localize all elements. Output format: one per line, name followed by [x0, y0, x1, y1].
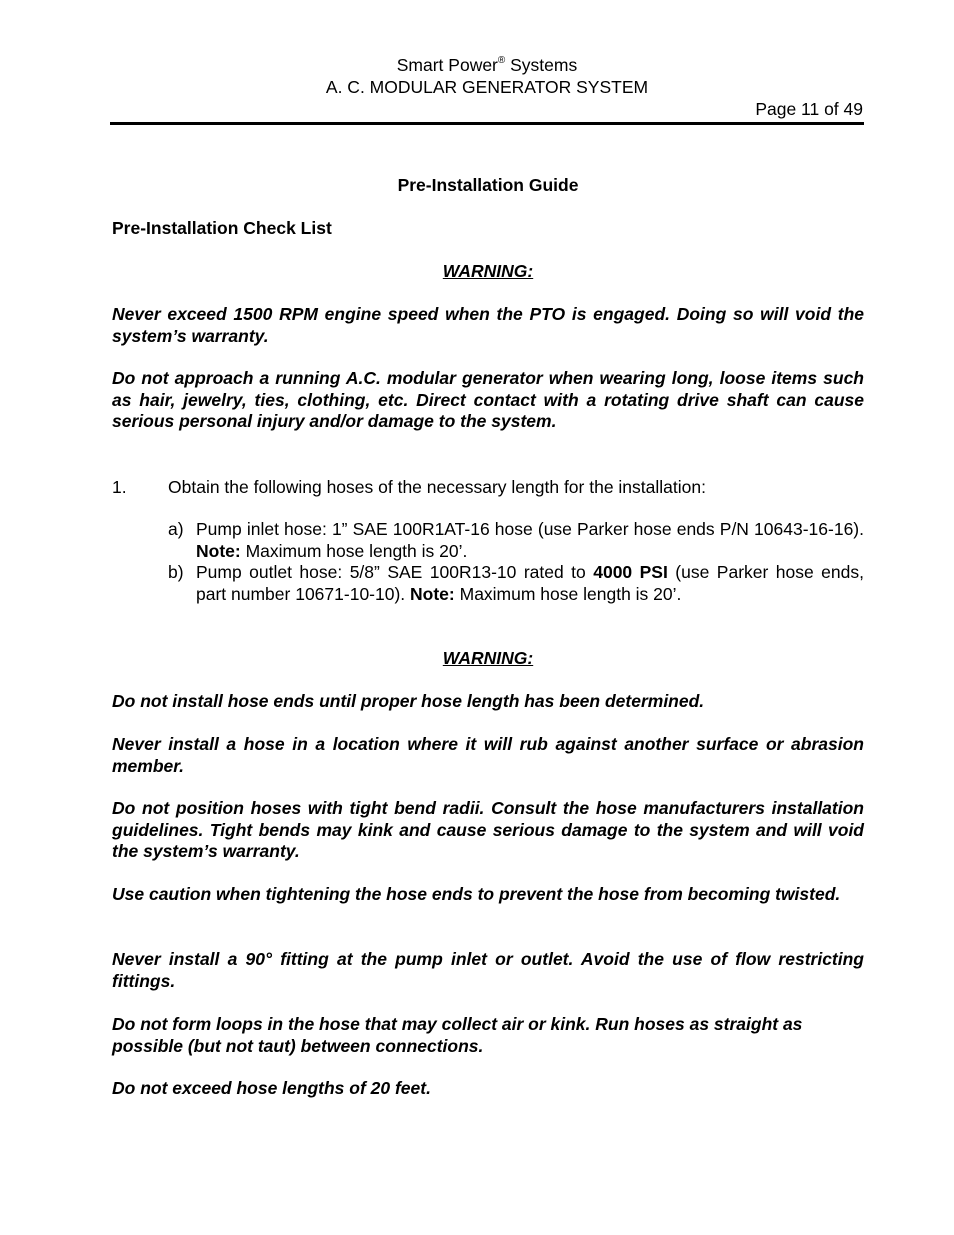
warning-paragraph: Do not form loops in the hose that may collect air or kink. Run hoses as straight as possible (but not taut) between connections. [112, 1014, 803, 1056]
checklist-title: Pre-Installation Check List [112, 218, 332, 238]
warning-paragraph: Do not install hose ends until proper hose length has been determined. [112, 691, 705, 711]
warning-paragraph: Use caution when tightening the hose ends to prevent the hose from becoming twisted. [112, 884, 841, 904]
brand-suffix: Systems [505, 55, 578, 75]
warning-title [112, 648, 864, 670]
item-text-part: Maximum hose length is 20’. [454, 583, 682, 604]
warning-paragraph: Never install a 90° fitting at the pump inlet or outlet. Avoid the use of flow restricting fittings. [112, 949, 864, 991]
page-header [0, 55, 954, 119]
item-text-part: Pump outlet hose: 5/8” SAE 100R13-10 rated to [196, 562, 594, 582]
warning-paragraph: Never exceed 1500 RPM engine speed when the PTO is engaged. Doing so will void the system’s warranty. [112, 304, 864, 346]
item-text [196, 562, 864, 605]
warning-title [112, 261, 864, 283]
warning-paragraph: Do not position hoses with tight bend radii. Consult the hose manufacturers installation guidelines. Tight bends may kink and cause serious damage to the system and will void the system’s warranty. [112, 798, 864, 862]
item-text-part: Pump inlet hose: 1” SAE 100R1AT-16 hose (use Parker hose ends P/N 10643-16-16). [196, 519, 864, 539]
item-text-part: (use Parker hose ends, part number 10671-10-10). [196, 562, 864, 604]
list-item [168, 519, 864, 562]
item-text [196, 519, 864, 562]
step-number: 1. [112, 477, 127, 497]
registered-mark: ® [497, 55, 506, 66]
brand-name: Smart Power [396, 55, 498, 75]
pressure-rating: 4000 PSI [593, 562, 668, 582]
warning-paragraph: Never install a hose in a location where it will rub against another surface or abrasion member. [112, 734, 864, 776]
warning-paragraph: Do not approach a running A.C. modular generator when wearing long, loose items such as hair, jewelry, ties, clothing, etc. Direct contact with a rotating drive shaft can cause serious personal injury and/or damage to the system. [112, 368, 864, 432]
header-rule [110, 122, 864, 125]
step-text: Obtain the following hoses of the necessary length for the installation: [168, 477, 706, 497]
note-label: Note: [196, 540, 241, 561]
item-text-part: Maximum hose length is 20’. [240, 540, 468, 561]
page-number: Page 11 of 49 [755, 99, 863, 119]
item-letter: b) [168, 562, 184, 582]
warning-title-text: WARNING: [442, 261, 534, 281]
warning-title-text: WARNING: [442, 648, 534, 668]
list-item [168, 562, 864, 605]
item-letter: a) [168, 519, 184, 539]
note-label: Note: [410, 583, 455, 604]
system-name: A. C. MODULAR GENERATOR SYSTEM [325, 76, 649, 97]
warning-paragraph: Do not exceed hose lengths of 20 feet. [112, 1078, 431, 1098]
brand-line [0, 55, 954, 77]
section-title: Pre-Installation Guide [397, 175, 579, 195]
